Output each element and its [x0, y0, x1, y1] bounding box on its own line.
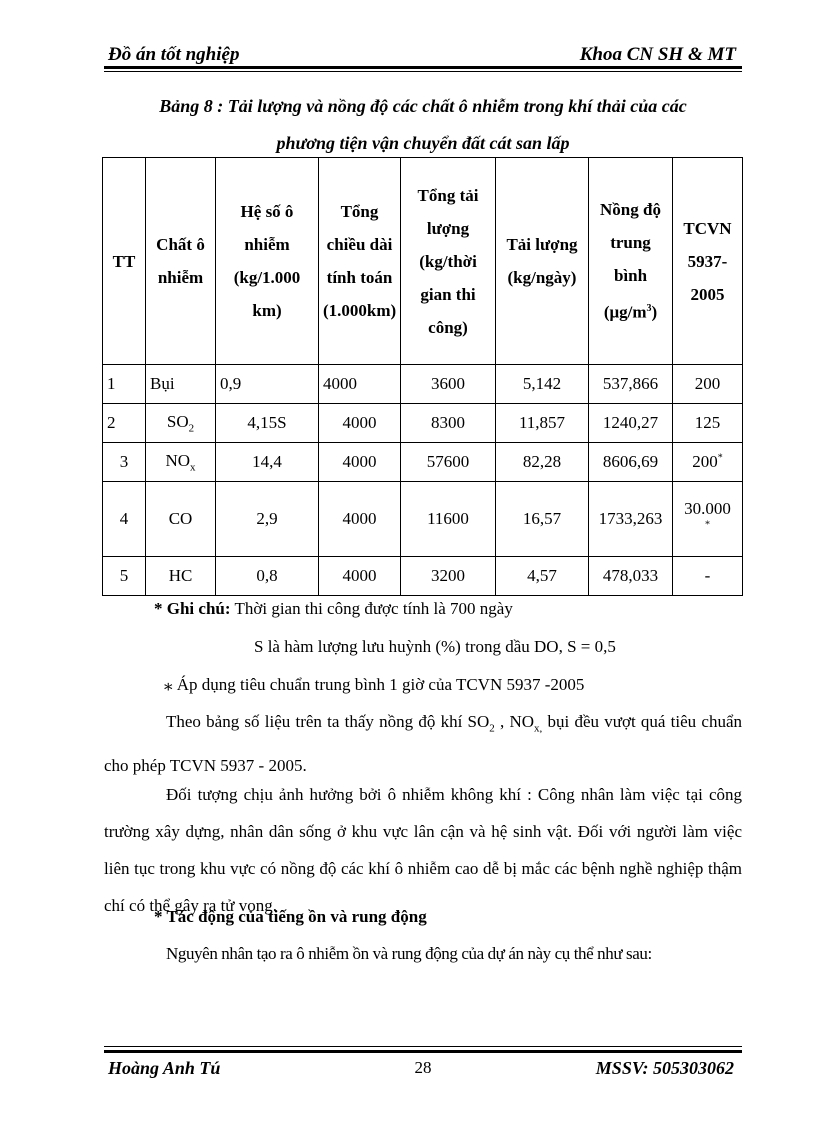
header-title-left: Đồ án tốt nghiệp: [108, 44, 240, 65]
cell-tt: 2: [103, 404, 146, 443]
cell-nongdo: 1240,27: [589, 404, 673, 443]
tcvn-value: -: [704, 566, 711, 585]
footer-rule: [104, 1050, 742, 1053]
caption-line-2: phương tiện vận chuyển đất cát san lấp: [276, 133, 570, 153]
paragraph-3: Nguyên nhân tạo ra ô nhiễm ồn và rung động của dự án này cụ thể như sau:: [166, 944, 652, 963]
header-chat: Chất ô nhiễm: [146, 158, 216, 365]
table-row: [103, 365, 743, 404]
paragraph-1: [104, 703, 742, 784]
cell-tongchieu: 4000: [319, 443, 401, 482]
p1-text-c: bụi đều vượt quá tiêu chuẩn cho phép TCVN 5937 - 2005.: [104, 712, 742, 776]
tcvn-value: 125: [694, 413, 721, 432]
header-title-right: Khoa CN SH & MT: [579, 44, 736, 65]
header-nongdo-sup: 3: [646, 303, 652, 315]
p1-sub-nox: x,: [534, 722, 543, 735]
note-s-line: S là hàm lượng lưu huỳnh (%) trong dầu DO, S = 0,5: [254, 637, 616, 656]
header-tt: TT: [103, 158, 146, 365]
cell-chat: CO: [146, 482, 216, 557]
tcvn-footnote-mark: *: [705, 519, 710, 531]
cell-tongchieu: 4000: [319, 482, 401, 557]
cell-heso: 2,9: [216, 482, 319, 557]
header-tailuong: Tải lượng (kg/ngày): [496, 158, 589, 365]
cell-tongchieu: 4000: [319, 557, 401, 596]
cell-chat: HC: [146, 557, 216, 596]
cell-tcvn: [673, 443, 743, 482]
header-nongdo-unit: (μg/m: [603, 302, 647, 322]
cell-tongchieu: 4000: [319, 365, 401, 404]
page-number: 28: [414, 1058, 432, 1077]
p1-text-b: , NO: [494, 712, 535, 731]
cell-heso: 14,4: [216, 443, 319, 482]
cell-tailuong: 5,142: [496, 365, 589, 404]
cell-tailuong: 11,857: [496, 404, 589, 443]
cell-tongtai: 3600: [401, 365, 496, 404]
cell-chat: [146, 443, 216, 482]
p1-text-a: Theo bảng số liệu trên ta thấy nồng độ khí SO: [166, 712, 490, 731]
note-apdung: ⁎ Áp dụng tiêu chuẩn trung bình 1 giờ của TCVN 5937 -2005: [164, 675, 585, 694]
note-ghichu-text: Thời gian thi công được tính là 700 ngày: [230, 599, 513, 618]
note-ghichu: [104, 590, 792, 627]
cell-tt: 4: [103, 482, 146, 557]
cell-tailuong: 82,28: [496, 443, 589, 482]
cell-tongtai: 3200: [401, 557, 496, 596]
tcvn-value: 200: [692, 452, 718, 471]
cell-tongtai: 11600: [401, 482, 496, 557]
header-nongdo-main: Nồng độ trung bình: [600, 200, 661, 286]
footer-author: Hoàng Anh Tú: [108, 1058, 221, 1078]
header-tongchieu: Tổng chiều dài tính toán (1.000km): [319, 158, 401, 365]
cell-heso: 0,8: [216, 557, 319, 596]
cell-tongchieu: 4000: [319, 404, 401, 443]
cell-tcvn: [673, 482, 743, 557]
header-rule: [104, 66, 742, 69]
footer-student-id: MSSV: 505303062: [595, 1058, 734, 1078]
cell-tongtai: 8300: [401, 404, 496, 443]
cell-nongdo: 478,033: [589, 557, 673, 596]
cell-chat: Bụi: [146, 365, 216, 404]
header-tcvn: TCVN 5937-2005: [673, 158, 743, 365]
tcvn-value: 30.000: [684, 499, 731, 518]
header-heso: Hệ số ô nhiễm (kg/1.000 km): [216, 158, 319, 365]
cell-heso: 4,15S: [216, 404, 319, 443]
tcvn-value: 200: [694, 374, 721, 393]
cell-tt: 3: [103, 443, 146, 482]
page-footer: [104, 1046, 742, 1086]
footer-rule-thin: [104, 1046, 742, 1047]
chat-name: SO: [166, 411, 189, 431]
cell-nongdo: 1733,263: [589, 482, 673, 557]
cell-nongdo: 8606,69: [589, 443, 673, 482]
table-header-row: [103, 158, 743, 365]
table-row: [103, 404, 743, 443]
caption-line-1: Bảng 8 : Tải lượng và nồng độ các chất ô nhiễm trong khí thải của các: [159, 96, 687, 116]
tcvn-footnote-mark: *: [717, 452, 723, 464]
cell-tcvn: [673, 404, 743, 443]
table-caption: [104, 88, 742, 162]
cell-tt: 5: [103, 557, 146, 596]
emissions-table: [102, 157, 743, 596]
header-nongdo-close: ): [651, 302, 658, 322]
cell-nongdo: 537,866: [589, 365, 673, 404]
cell-tcvn: [673, 365, 743, 404]
header-nongdo: [589, 158, 673, 365]
header-tongtai: Tổng tải lượng (kg/thời gian thi công): [401, 158, 496, 365]
section-heading: * Tác động của tiếng ồn và rung động: [154, 907, 427, 926]
page-header: [104, 38, 742, 68]
table-row: [103, 443, 743, 482]
note-ghichu-label: * Ghi chú:: [154, 599, 231, 618]
paragraph-2: Đối tượng chịu ảnh hưởng bởi ô nhiễm không khí : Công nhân làm việc tại công trường xây dựng, nhân dân sống ở khu vực lân cận và hệ sinh vật. Đối với người làm việc liên tục trong khu vực có nồng độ các khí ô nhiễm cao dễ bị mắc các bệnh nghề nghiệp thậm chí có thể gây ra tử vong.: [104, 785, 742, 915]
chat-name: NO: [165, 450, 191, 470]
cell-tt: 1: [103, 365, 146, 404]
header-rule-thin: [104, 71, 742, 72]
cell-heso: 0,9: [216, 365, 319, 404]
p1-sub-so2: 2: [489, 722, 495, 735]
chat-subscript: 2: [188, 422, 195, 435]
cell-tailuong: 16,57: [496, 482, 589, 557]
chat-subscript: x: [190, 461, 196, 474]
table-row: [103, 482, 743, 557]
cell-chat: [146, 404, 216, 443]
cell-tailuong: 4,57: [496, 557, 589, 596]
cell-tongtai: 57600: [401, 443, 496, 482]
